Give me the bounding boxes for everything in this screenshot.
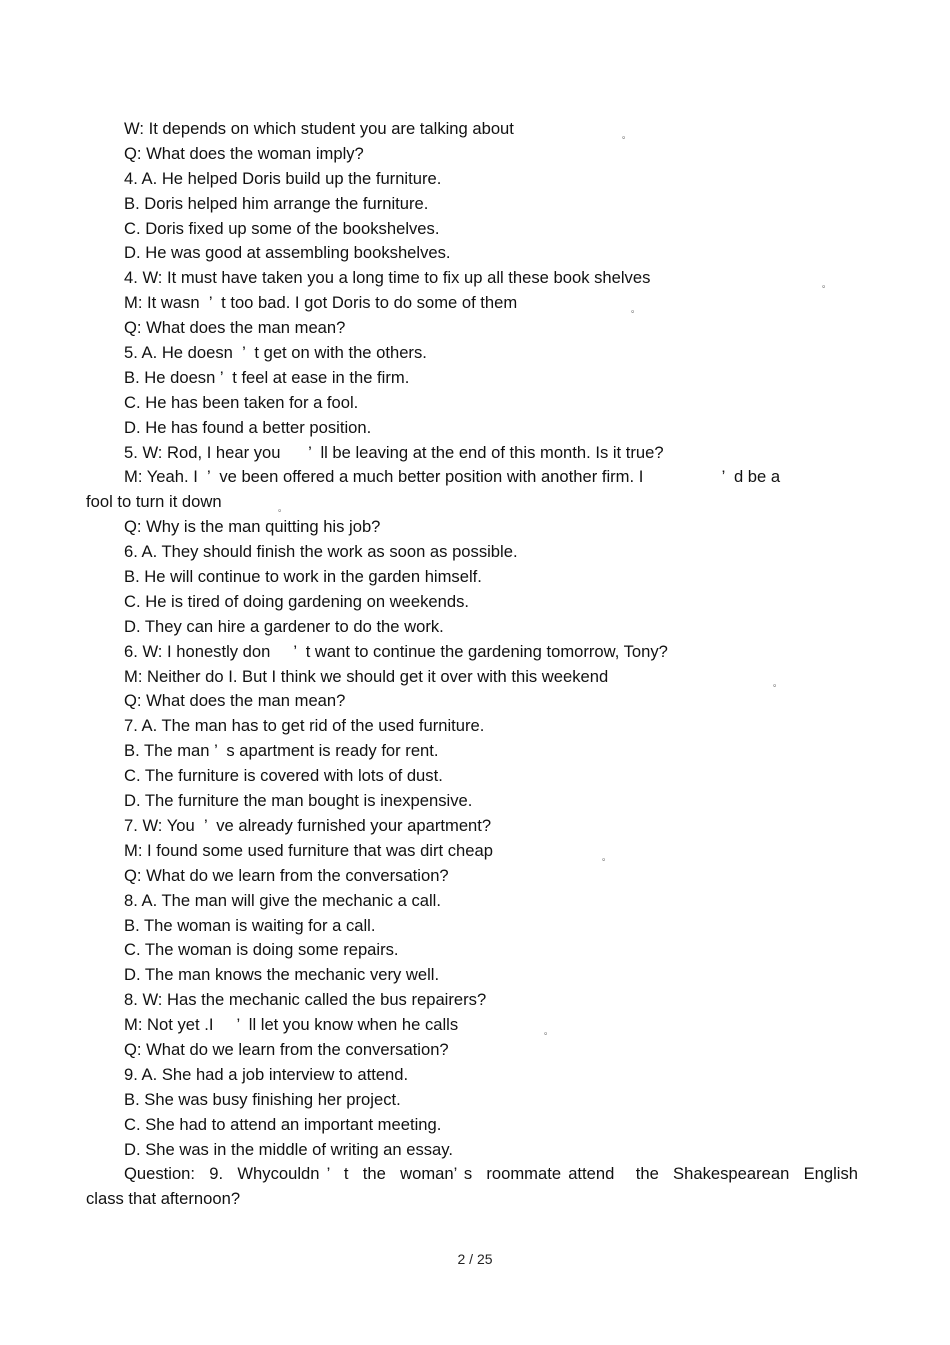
text-line: D. He was good at assembling bookshelves. [124, 243, 451, 263]
text-line: M: Yeah. I ’ ve been offered a much better position with another firm. I ’ d be a [124, 467, 781, 487]
text-line: W: It depends on which student you are talking about 。 [86, 117, 858, 142]
period-mark: 。 [602, 851, 612, 862]
text-line: B. He doesn ’ t feel at ease in the firm. [124, 367, 410, 387]
text-line: 7. W: You ’ ve already furnished your apartment? [124, 815, 492, 835]
period-mark: 。 [544, 1026, 554, 1037]
text-line: B. Doris helped him arrange the furniture. [124, 193, 429, 213]
text-line: C. The woman is doing some repairs. [124, 940, 399, 960]
text-line: 9. A. She had a job interview to attend. [124, 1064, 409, 1084]
text-line: Q: What do we learn from the conversation? [124, 865, 449, 885]
document-body [86, 117, 858, 1212]
text-line: 5. W: Rod, I hear you ’ ll be leaving at the end of this month. Is it true? [124, 442, 664, 462]
text-line: C. He is tired of doing gardening on weekends. [124, 591, 469, 611]
text-line: 8. A. The man will give the mechanic a call. [124, 890, 441, 910]
text-line: fool to turn it down 。 [86, 490, 858, 515]
text-line: B. The woman is waiting for a call. [124, 915, 376, 935]
period-mark: 。 [278, 503, 288, 514]
text-line: Q: What does the woman imply? [124, 143, 364, 163]
text-line: M: Neither do I. But I think we should get it over with this weekend 。 [86, 665, 858, 690]
text-line: D. She was in the middle of writing an essay. [124, 1139, 453, 1159]
text-line: M: Not yet .I ’ ll let you know when he calls 。 [86, 1013, 858, 1038]
text-line: M: It wasn ’ t too bad. I got Doris to do some of them 。 [86, 291, 858, 316]
text-line: 7. A. The man has to get rid of the used furniture. [124, 716, 485, 736]
text-line: C. The furniture is covered with lots of dust. [124, 766, 443, 786]
text-line: C. She had to attend an important meeting. [124, 1114, 442, 1134]
text-line: 5. A. He doesn ’ t get on with the others. [124, 343, 427, 363]
text-line: Q: What does the man mean? [124, 691, 346, 711]
text-line: D. He has found a better position. [124, 417, 372, 437]
text-line: B. He will continue to work in the garden himself. [124, 567, 482, 587]
period-mark: 。 [773, 677, 783, 688]
text-line: B. The man ’ s apartment is ready for rent. [124, 741, 439, 761]
text-line: Q: What do we learn from the conversation? [124, 1039, 449, 1059]
text-line: C. Doris fixed up some of the bookshelves. [124, 218, 440, 238]
period-mark: 。 [631, 304, 641, 315]
text-line: M: I found some used furniture that was dirt cheap 。 [86, 839, 858, 864]
text-line: 8. W: Has the mechanic called the bus repairers? [124, 990, 487, 1010]
text-line: 4. A. He helped Doris build up the furniture. [124, 168, 442, 188]
text-line: Q: Why is the man quitting his job? [124, 517, 381, 537]
page-number: 2 / 25 [457, 1251, 493, 1267]
text-line: Q: What does the man mean? [124, 318, 346, 338]
text-line: 6. W: I honestly don ’ t want to continue the gardening tomorrow, Tony? [124, 641, 668, 661]
text-line: 6. A. They should finish the work as soon as possible. [124, 542, 518, 562]
period-mark: 。 [822, 279, 832, 290]
text-line: D. The furniture the man bought is inexpensive. [124, 791, 473, 811]
text-line: C. He has been taken for a fool. [124, 392, 359, 412]
text-line: Question: 9. Whycouldn ’ t the woman’ s roommate attend the Shakespearean English [124, 1164, 858, 1184]
period-mark: 。 [622, 130, 632, 140]
text-line: D. They can hire a gardener to do the work. [124, 616, 444, 636]
text-line: D. The man knows the mechanic very well. [124, 965, 440, 985]
text-line: B. She was busy finishing her project. [124, 1089, 401, 1109]
text-line: class that afternoon? [86, 1189, 241, 1209]
text-line: 4. W: It must have taken you a long time to fix up all these book shelves 。 [86, 266, 858, 291]
